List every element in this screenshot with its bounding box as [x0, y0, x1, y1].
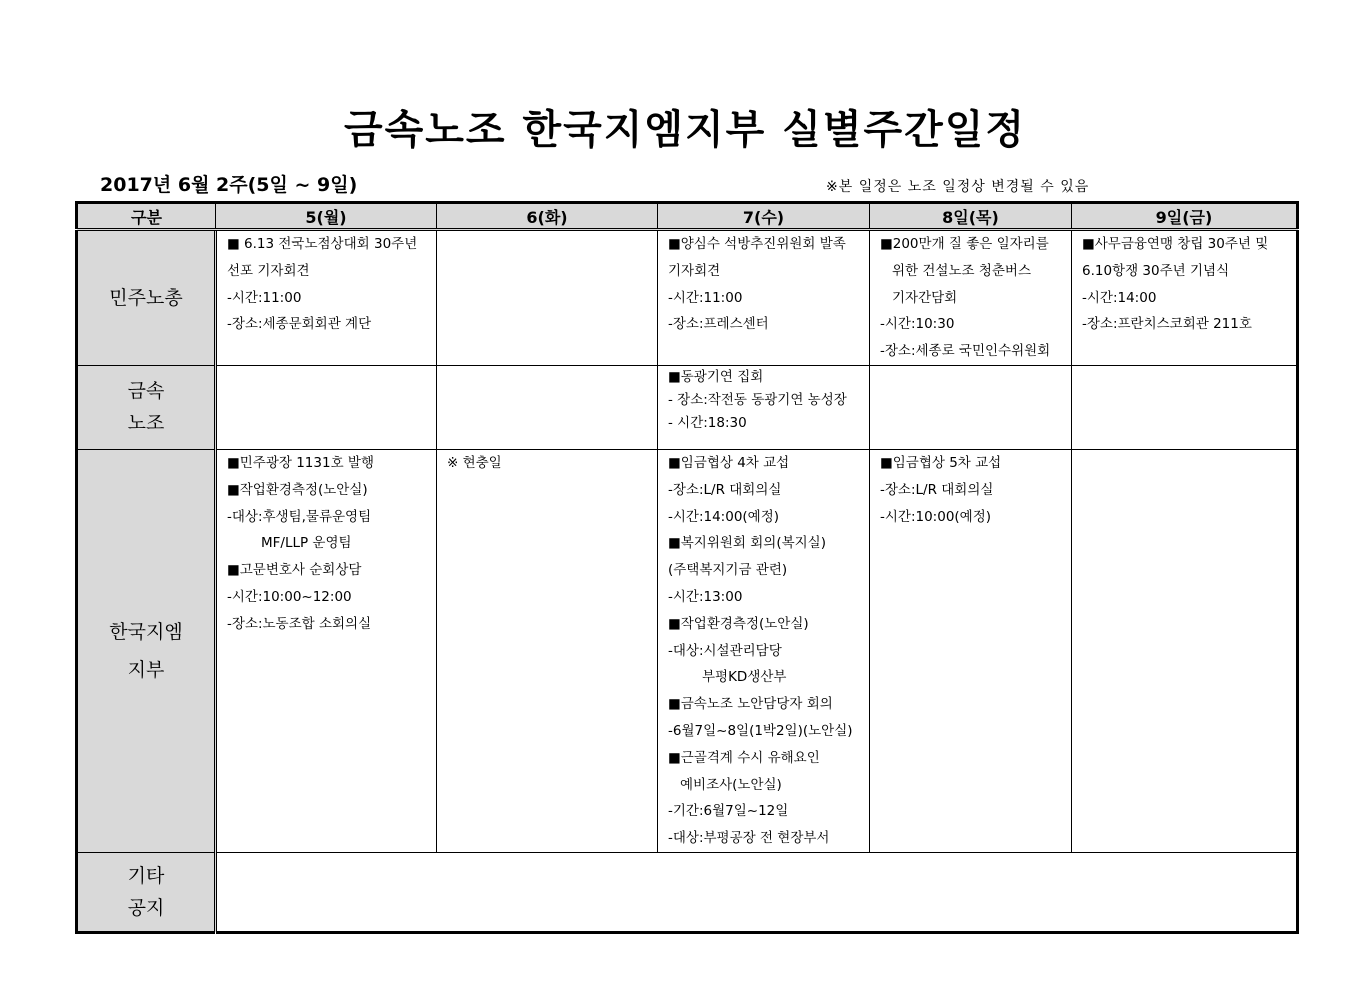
cell-kctu-wed	[658, 230, 870, 366]
list-item: -장소:노동조합 소회의실	[227, 615, 372, 632]
cell-kctu-mon	[216, 230, 437, 366]
list-item: ■복지위원회 회의(복지실)	[668, 535, 826, 552]
header-day-mon: 5(월)	[216, 203, 437, 230]
cell-kmwu-mon	[216, 365, 437, 449]
schedule-note: ※본 일정은 노조 일정상 변경될 수 있음	[826, 179, 1090, 195]
header-category: 구분	[77, 203, 216, 230]
list-item: 6.10항쟁 30주년 기념식	[1082, 262, 1230, 279]
list-item: ■임금협상 4차 교섭	[668, 454, 790, 471]
list-item: -장소:프란치스코회관 211호	[1082, 316, 1252, 333]
header-day-wed: 7(수)	[658, 203, 870, 230]
header-day-tue: 6(화)	[437, 203, 658, 230]
list-item: -6월7일~8일(1박2일)(노안실)	[668, 722, 853, 739]
cell-gmk-mon	[216, 449, 437, 852]
page-title: 금속노조 한국지엠지부 실별주간일정	[343, 107, 1027, 153]
table-row	[77, 852, 1298, 932]
list-item: -시간:10:00~12:00	[227, 588, 352, 605]
list-item: 부평KD생산부	[702, 669, 787, 686]
list-item: ■작업환경측정(노안실)	[227, 481, 368, 498]
list-item: - 장소:작전동 동광기연 농성장	[668, 391, 847, 408]
list-item: MF/LLP 운영팀	[261, 535, 352, 552]
list-item: ■임금협상 5차 교섭	[880, 454, 1002, 471]
cell-kmwu-fri	[1072, 365, 1298, 449]
row-label-kmwu: 금속 노조	[77, 365, 216, 449]
list-item: -시간:14:00(예정)	[668, 508, 780, 525]
cell-gmk-wed	[658, 449, 870, 852]
list-item: ■동광기연 집회	[668, 368, 764, 385]
list-item: -시간:11:00	[227, 289, 302, 306]
weekly-schedule-table	[75, 201, 1299, 934]
list-item: -시간:10:30	[880, 316, 955, 333]
cell-kmwu-thu	[870, 365, 1072, 449]
list-item: -장소:L/R 대회의실	[880, 481, 994, 498]
list-item: 위한 건설노조 청춘버스	[892, 262, 1031, 279]
cell-kctu-thu	[870, 230, 1072, 366]
list-item: ■작업환경측정(노안실)	[668, 615, 809, 632]
list-item: -대상:후생팀,물류운영팀	[227, 508, 372, 525]
list-item: 예비조사(노안실)	[680, 776, 782, 793]
list-item: -시간:11:00	[668, 289, 743, 306]
header-day-fri: 9일(금)	[1072, 203, 1298, 230]
cell-other-notice	[216, 852, 1298, 932]
list-item: -대상:시설관리담당	[668, 642, 782, 659]
list-item: -기간:6월7일~12일	[668, 803, 789, 820]
list-item: -장소:프레스센터	[668, 316, 769, 333]
list-item: -시간:14:00	[1082, 289, 1157, 306]
list-item: 선포 기자회견	[227, 262, 310, 279]
cell-kctu-fri	[1072, 230, 1298, 366]
list-item: 기자간담회	[892, 289, 958, 306]
list-item: ■200만개 질 좋은 일자리를	[880, 236, 1049, 252]
cell-gmk-fri	[1072, 449, 1298, 852]
list-item: -시간:13:00	[668, 588, 743, 605]
list-item: ※ 현충일	[447, 454, 502, 471]
table-row	[77, 449, 1298, 852]
week-subtitle: 2017년 6월 2주(5일 ~ 9일)	[100, 174, 358, 196]
table-row	[77, 230, 1298, 366]
cell-gmk-tue	[437, 449, 658, 852]
list-item: ■근골격계 수시 유해요인	[668, 749, 820, 766]
cell-gmk-thu	[870, 449, 1072, 852]
cell-kctu-tue	[437, 230, 658, 366]
list-item: ■고문변호사 순회상담	[227, 562, 362, 579]
list-item: -장소:세종로 국민인수위원회	[880, 343, 1051, 360]
list-item: ■금속노조 노안담당자 회의	[668, 696, 833, 713]
list-item: ■사무금융연맹 창립 30주년 및	[1082, 236, 1269, 252]
list-item: ■ 6.13 전국노점상대회 30주년	[227, 236, 418, 252]
header-day-thu: 8일(목)	[870, 203, 1072, 230]
cell-kmwu-tue	[437, 365, 658, 449]
list-item: - 시간:18:30	[668, 414, 747, 431]
list-item: (주택복지기금 관련)	[668, 562, 788, 579]
row-label-other-notice: 기타 공지	[77, 852, 216, 932]
list-item: ■양심수 석방추진위원회 발족	[668, 236, 846, 252]
list-item: 기자회견	[668, 262, 721, 279]
list-item: -장소:L/R 대회의실	[668, 481, 782, 498]
list-item: ■민주광장 1131호 발행	[227, 454, 374, 471]
header-row	[77, 203, 1298, 230]
list-item: -대상:부평공장 전 현장부서	[668, 830, 830, 847]
row-label-gmk-branch: 한국지엠 지부	[77, 449, 216, 852]
row-label-kctu: 민주노총	[77, 230, 216, 366]
list-item: -시간:10:00(예정)	[880, 508, 992, 525]
cell-kmwu-wed	[658, 365, 870, 449]
table-row	[77, 365, 1298, 449]
list-item: -장소:세종문회회관 계단	[227, 316, 372, 333]
